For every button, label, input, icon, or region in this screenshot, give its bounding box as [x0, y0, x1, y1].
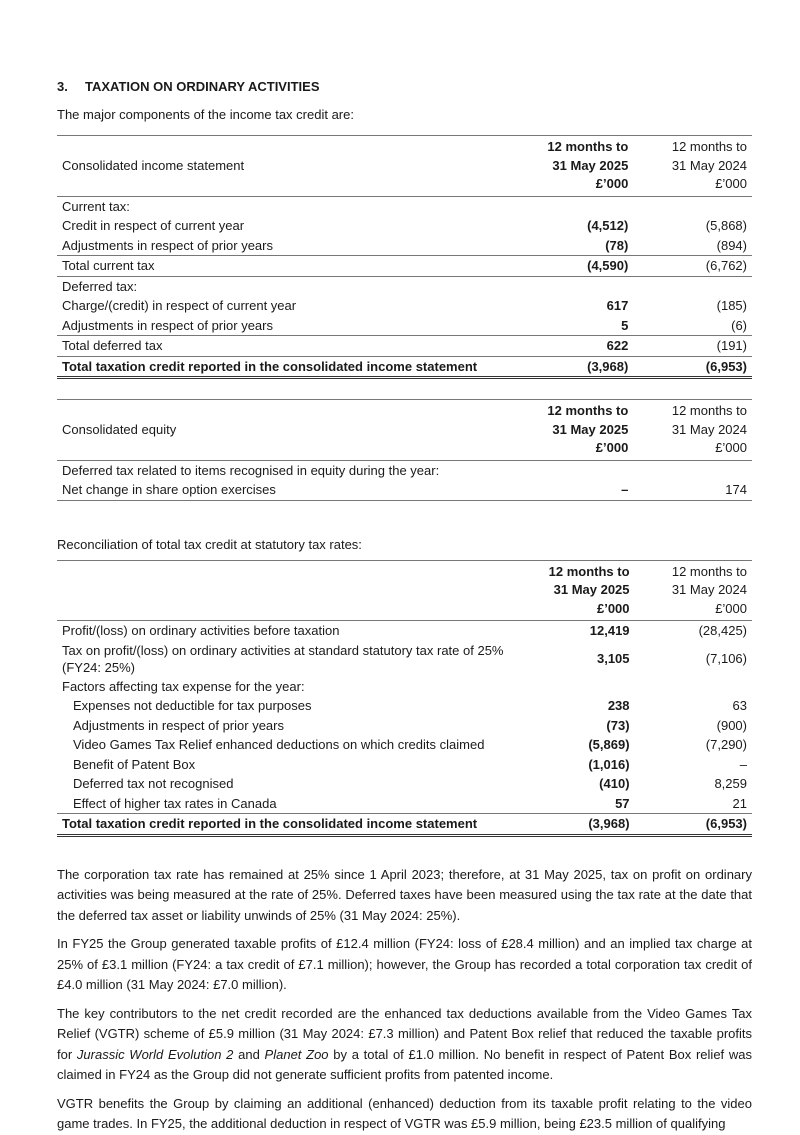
table-row: Effect of higher tax rates in Canada 57 21: [73, 795, 747, 811]
column-header-prior: 12 months to 31 May 2024 £’000: [635, 560, 752, 621]
column-header-current: 12 months to 31 May 2025 £’000: [524, 136, 633, 197]
table-row: Deferred tax not recognised (410) 8,259: [73, 776, 747, 791]
table-row-subtotal: Total current tax (4,590) (6,762): [57, 256, 752, 277]
reconciliation-title: Reconciliation of total tax credit at statutory tax rates:: [57, 536, 362, 552]
table-row: Tax on profit/(loss) on ordinary activities at standard statutory tax rate of 25% (FY24: 25%) 3,105 (7,106): [62, 642, 747, 675]
table-row: Expenses not deductible for tax purposes 238 63: [73, 698, 747, 713]
table-row: Charge/(credit) in respect of current year 617 (185): [62, 298, 747, 313]
equity-table: [57, 399, 752, 501]
table-row: Net change in share option exercises – 174: [57, 480, 752, 500]
reconciliation-table: [57, 560, 752, 837]
table-row: Credit in respect of current year (4,512) (5,868): [62, 218, 747, 233]
section-title: TAXATION ON ORDINARY ACTIVITIES: [85, 79, 320, 94]
table-row: Deferred tax:: [62, 278, 138, 294]
table-header-row: [57, 136, 752, 197]
table-row: Deferred tax related to items recognised in equity during the year:: [57, 460, 752, 480]
column-header-current: 12 months to 31 May 2025 £’000: [524, 400, 633, 461]
table-header-row: [57, 560, 752, 621]
income-statement-table: [57, 135, 752, 379]
table-row: Video Games Tax Relief enhanced deductions on which credits claimed (5,869) (7,290): [73, 737, 747, 752]
table-row-total: Total taxation credit reported in the consolidated income statement (3,968) (6,953): [57, 356, 752, 378]
table-row: Adjustments in respect of prior years 5 (6): [62, 317, 747, 333]
table-row: Current tax:: [57, 196, 752, 216]
paragraph-key-contributors: The key contributors to the net credit recorded are the enhanced tax deductions available from the Video Games Tax Relief (VGTR) scheme of £5.9 million (31 May 2024: £7.3 million) and Patent Box relief that reduced the taxable profits for Jurassic World Evolution 2 and Planet Zoo by a total of £1.0 million. No benefit in respect of Patent Box relief was claimed in FY24 as the Group did not generate sufficient profits from patented income.: [57, 1005, 752, 1082]
table-label: Consolidated equity: [57, 400, 524, 461]
table-row-total: Total taxation credit reported in the consolidated income statement (3,968) (6,953): [57, 814, 752, 836]
column-header-prior: 12 months to 31 May 2024 £’000: [633, 136, 752, 197]
paragraph-vgtr: VGTR benefits the Group by claiming an additional (enhanced) deduction from its taxable profit relating to the video game trades. In FY25, the additional deduction in respect of VGTR was £5.9 million, being £23.5 million of qualifying: [57, 1095, 752, 1131]
table-row: Benefit of Patent Box (1,016) –: [73, 756, 747, 772]
table-row: Profit/(loss) on ordinary activities before taxation 12,419 (28,425): [57, 621, 752, 641]
section-heading: [57, 78, 752, 96]
table-row-subtotal: Total deferred tax 622 (191): [57, 336, 752, 357]
column-header-current: 12 months to 31 May 2025 £’000: [527, 560, 635, 621]
table-label: Consolidated income statement: [57, 136, 524, 197]
table-row: Factors affecting tax expense for the year:: [62, 678, 305, 694]
table-row: Adjustments in respect of prior years (78) (894): [62, 237, 747, 253]
paragraph-taxable-profits: In FY25 the Group generated taxable profits of £12.4 million (FY24: loss of £28.4 million) and an implied tax charge at 25% of £3.1 million (FY24: a tax credit of £7.1 million); however, the Group has recorded a total corporation tax credit of £4.0 million (31 May 2024: £7.0 million).: [57, 936, 752, 992]
table-row: Adjustments in respect of prior years (73) (900): [73, 717, 747, 733]
section-intro: The major components of the income tax credit are:: [57, 107, 354, 122]
page-content: [57, 78, 752, 1135]
game-title: Jurassic World Evolution 2: [76, 1046, 234, 1062]
game-title: Planet Zoo: [264, 1046, 329, 1062]
table-header-row: [57, 400, 752, 461]
paragraph-tax-rate: The corporation tax rate has remained at 25% since 1 April 2023; therefore, at 31 May 2025, tax on profit on ordinary activities was being measured at the rate of 25%. Deferred taxes have been measured using the tax rate at the date that the deferred tax asset or liability unwinds of 25% (31 May 2024: 25%).: [57, 866, 752, 923]
section-number: 3.: [57, 79, 68, 94]
column-header-prior: 12 months to 31 May 2024 £’000: [633, 400, 752, 461]
